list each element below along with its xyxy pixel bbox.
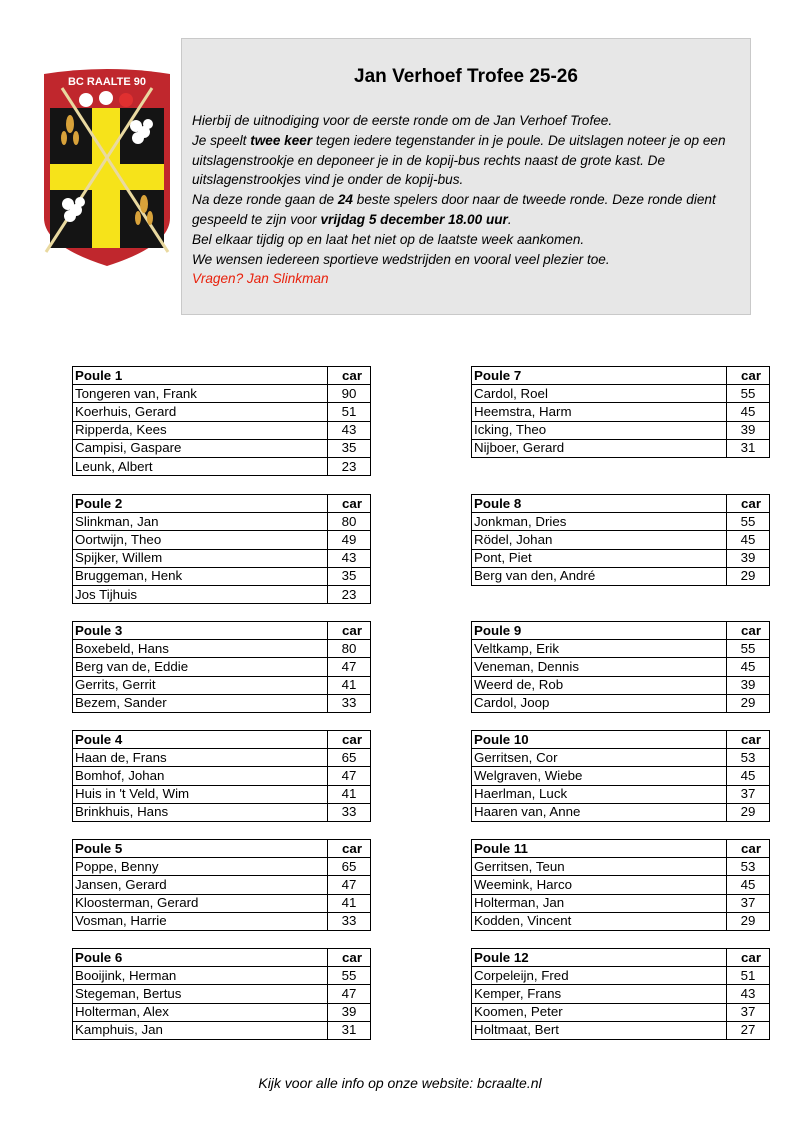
poule-table [72, 366, 371, 476]
player-name: Jonkman, Dries [472, 513, 727, 531]
table-row [472, 567, 770, 585]
poule-table [471, 839, 770, 931]
table-row [73, 858, 371, 876]
table-row [73, 803, 371, 821]
player-name: Weerd de, Rob [472, 676, 727, 694]
player-name: Poppe, Benny [73, 858, 328, 876]
invitation-text-segment: gespeeld te zijn voor [192, 211, 321, 227]
info-box [181, 38, 751, 315]
player-name: Veltkamp, Erik [472, 640, 727, 658]
player-car: 27 [727, 1021, 770, 1039]
poule-table [72, 839, 371, 931]
poule-name: Poule 7 [472, 367, 727, 385]
player-name: Heemstra, Harm [472, 403, 727, 421]
poule-table [471, 494, 770, 586]
poule-table [72, 494, 371, 604]
invitation-line [192, 131, 748, 151]
table-row [73, 785, 371, 803]
car-column-header: car [727, 949, 770, 967]
player-car: 41 [328, 894, 371, 912]
poule-name: Poule 12 [472, 949, 727, 967]
table-row [472, 1003, 770, 1021]
player-name: Welgraven, Wiebe [472, 767, 727, 785]
table-row [472, 531, 770, 549]
table-row [73, 513, 371, 531]
table-row [472, 658, 770, 676]
invitation-line [192, 269, 748, 289]
poule-header-row [472, 731, 770, 749]
car-column-header: car [328, 731, 371, 749]
player-name: Vosman, Harrie [73, 912, 328, 930]
player-name: Gerrits, Gerrit [73, 676, 328, 694]
poule-table [471, 948, 770, 1040]
car-column-header: car [727, 622, 770, 640]
player-car: 37 [727, 1003, 770, 1021]
player-name: Kodden, Vincent [472, 912, 727, 930]
player-car: 39 [328, 1003, 371, 1021]
player-car: 90 [328, 385, 371, 403]
poule-name: Poule 1 [73, 367, 328, 385]
invitation-line [192, 210, 748, 230]
player-car: 23 [328, 457, 371, 475]
player-name: Booijink, Herman [73, 967, 328, 985]
invitation-line [192, 111, 748, 131]
player-car: 47 [328, 658, 371, 676]
player-car: 80 [328, 513, 371, 531]
poule-name: Poule 10 [472, 731, 727, 749]
table-row [73, 1021, 371, 1039]
player-car: 23 [328, 585, 371, 603]
table-row [472, 894, 770, 912]
player-car: 35 [328, 567, 371, 585]
player-car: 55 [727, 640, 770, 658]
car-column-header: car [328, 949, 371, 967]
player-car: 65 [328, 858, 371, 876]
club-logo-text: BC RAALTE 90 [67, 76, 147, 88]
table-row [472, 403, 770, 421]
player-car: 43 [727, 985, 770, 1003]
player-car: 51 [328, 403, 371, 421]
poule-name: Poule 2 [73, 495, 328, 513]
poule-header-row [472, 840, 770, 858]
poule-name: Poule 5 [73, 840, 328, 858]
poule-name: Poule 4 [73, 731, 328, 749]
player-name: Jansen, Gerard [73, 876, 328, 894]
invitation-text-segment: Bel elkaar tijdig op en laat het niet op de laatste week aankomen. [192, 231, 585, 247]
table-row [73, 585, 371, 603]
invitation-text-segment: beste spelers door naar de tweede ronde. Deze ronde dient [353, 192, 716, 208]
player-name: Kemper, Frans [472, 985, 727, 1003]
player-name: Holtmaat, Bert [472, 1021, 727, 1039]
player-car: 53 [727, 858, 770, 876]
poule-header-row [73, 495, 371, 513]
player-name: Weemink, Harco [472, 876, 727, 894]
player-car: 45 [727, 767, 770, 785]
invitation-text-segment: uitslagenstrookjes vind je onder de kopij-bus. [192, 172, 464, 188]
player-car: 39 [727, 676, 770, 694]
player-name: Holterman, Alex [73, 1003, 328, 1021]
table-row [73, 912, 371, 930]
invitation-text-segment: . [507, 211, 512, 227]
player-name: Bruggeman, Henk [73, 567, 328, 585]
player-car: 43 [328, 421, 371, 439]
car-column-header: car [727, 731, 770, 749]
table-row [73, 876, 371, 894]
table-row [73, 439, 371, 457]
player-car: 41 [328, 676, 371, 694]
player-name: Boxebeld, Hans [73, 640, 328, 658]
poule-name: Poule 3 [73, 622, 328, 640]
table-row [472, 767, 770, 785]
table-row [73, 694, 371, 712]
invitation-text-segment: Je speelt [192, 132, 251, 148]
poule-header-row [472, 495, 770, 513]
table-row [73, 985, 371, 1003]
player-car: 41 [328, 785, 371, 803]
poule-header-row [472, 367, 770, 385]
player-car: 51 [727, 967, 770, 985]
invitation-line [192, 190, 748, 210]
player-name: Tongeren van, Frank [73, 385, 328, 403]
poule-header-row [73, 949, 371, 967]
table-row [472, 912, 770, 930]
player-name: Kloosterman, Gerard [73, 894, 328, 912]
table-row [472, 439, 770, 457]
table-row [73, 567, 371, 585]
page-title: Jan Verhoef Trofee 25-26 [354, 66, 578, 87]
player-name: Spijker, Willem [73, 549, 328, 567]
poule-header-row [73, 840, 371, 858]
player-car: 47 [328, 876, 371, 894]
player-name: Koomen, Peter [472, 1003, 727, 1021]
table-row [472, 640, 770, 658]
poule-table [471, 730, 770, 822]
player-name: Haerlman, Luck [472, 785, 727, 803]
table-row [73, 403, 371, 421]
player-car: 29 [727, 567, 770, 585]
player-name: Berg van de, Eddie [73, 658, 328, 676]
player-name: Jos Tijhuis [73, 585, 328, 603]
table-row [472, 513, 770, 531]
player-name: Pont, Piet [472, 549, 727, 567]
player-car: 45 [727, 531, 770, 549]
player-name: Holterman, Jan [472, 894, 727, 912]
table-row [472, 985, 770, 1003]
table-row [472, 749, 770, 767]
car-column-header: car [328, 495, 371, 513]
player-car: 47 [328, 985, 371, 1003]
player-name: Koerhuis, Gerard [73, 403, 328, 421]
poule-name: Poule 11 [472, 840, 727, 858]
player-name: Berg van den, André [472, 567, 727, 585]
player-name: Veneman, Dennis [472, 658, 727, 676]
player-name: Brinkhuis, Hans [73, 803, 328, 821]
player-name: Huis in 't Veld, Wim [73, 785, 328, 803]
table-row [73, 531, 371, 549]
car-column-header: car [727, 840, 770, 858]
player-name: Leunk, Albert [73, 457, 328, 475]
table-row [472, 694, 770, 712]
player-car: 35 [328, 439, 371, 457]
player-car: 45 [727, 403, 770, 421]
player-name: Kamphuis, Jan [73, 1021, 328, 1039]
table-row [472, 676, 770, 694]
poule-name: Poule 8 [472, 495, 727, 513]
table-row [73, 640, 371, 658]
player-car: 29 [727, 694, 770, 712]
player-car: 39 [727, 421, 770, 439]
player-car: 49 [328, 531, 371, 549]
player-car: 47 [328, 767, 371, 785]
player-car: 45 [727, 876, 770, 894]
table-row [472, 385, 770, 403]
poule-header-row [73, 622, 371, 640]
player-car: 33 [328, 803, 371, 821]
footer-text: Kijk voor alle info op onze website: bcraalte.nl [258, 1075, 542, 1091]
player-car: 65 [328, 749, 371, 767]
player-car: 45 [727, 658, 770, 676]
invitation-text-segment: vrijdag 5 december 18.00 uur [320, 211, 508, 227]
player-car: 43 [328, 549, 371, 567]
poule-table [72, 621, 371, 713]
player-car: 29 [727, 912, 770, 930]
invitation-text-segment: 24 [337, 192, 353, 208]
table-row [472, 1021, 770, 1039]
invitation-text-segment: Na deze ronde gaan de [192, 192, 338, 208]
poule-name: Poule 6 [73, 949, 328, 967]
car-column-header: car [328, 840, 371, 858]
poule-table [72, 730, 371, 822]
player-car: 39 [727, 549, 770, 567]
poule-header-row [73, 367, 371, 385]
invitation-text-segment: Hierbij de uitnodiging voor de eerste ronde om de Jan Verhoef Trofee. [192, 113, 613, 128]
player-name: Gerritsen, Cor [472, 749, 727, 767]
table-row [73, 385, 371, 403]
player-car: 33 [328, 694, 371, 712]
player-car: 33 [328, 912, 371, 930]
table-row [472, 858, 770, 876]
player-name: Corpeleijn, Fred [472, 967, 727, 985]
player-car: 55 [727, 513, 770, 531]
car-column-header: car [328, 367, 371, 385]
table-row [472, 876, 770, 894]
table-row [73, 767, 371, 785]
table-row [472, 421, 770, 439]
club-logo [40, 68, 174, 268]
player-name: Cardol, Joop [472, 694, 727, 712]
poule-header-row [472, 949, 770, 967]
player-name: Icking, Theo [472, 421, 727, 439]
table-row [73, 749, 371, 767]
player-name: Nijboer, Gerard [472, 439, 727, 457]
invitation-line [192, 250, 748, 270]
player-car: 37 [727, 785, 770, 803]
player-name: Stegeman, Bertus [73, 985, 328, 1003]
player-name: Ripperda, Kees [73, 421, 328, 439]
invitation-text-segment: We wensen iedereen sportieve wedstrijden en vooral veel plezier toe. [192, 251, 610, 267]
table-row [73, 549, 371, 567]
table-row [73, 1003, 371, 1021]
table-row [472, 967, 770, 985]
poule-table [471, 366, 770, 458]
poule-name: Poule 9 [472, 622, 727, 640]
table-row [472, 803, 770, 821]
player-car: 53 [727, 749, 770, 767]
table-row [472, 785, 770, 803]
invitation-line [192, 170, 748, 190]
contact-text: Vragen? Jan Slinkman [192, 271, 329, 287]
player-name: Bezem, Sander [73, 694, 328, 712]
player-name: Cardol, Roel [472, 385, 727, 403]
car-column-header: car [328, 622, 371, 640]
player-car: 31 [727, 439, 770, 457]
invitation-text-segment: uitslagenstrookje en deponeer je in de kopij-bus rechts naast de grote kast. De [192, 152, 666, 168]
invitation-line [192, 230, 748, 250]
table-row [73, 894, 371, 912]
poule-table [72, 948, 371, 1040]
table-row [472, 549, 770, 567]
invitation-text-segment: twee keer [250, 132, 313, 148]
player-car: 55 [727, 385, 770, 403]
invitation-text-segment: tegen iedere tegenstander in je poule. De uitslagen noteer je op een [312, 132, 726, 148]
invitation-line [192, 151, 748, 171]
table-row [73, 658, 371, 676]
poule-header-row [73, 731, 371, 749]
table-row [73, 676, 371, 694]
player-car: 31 [328, 1021, 371, 1039]
player-car: 29 [727, 803, 770, 821]
poule-header-row [472, 622, 770, 640]
car-column-header: car [727, 495, 770, 513]
invitation-text [192, 111, 748, 289]
player-car: 37 [727, 894, 770, 912]
player-name: Gerritsen, Teun [472, 858, 727, 876]
player-car: 80 [328, 640, 371, 658]
player-name: Slinkman, Jan [73, 513, 328, 531]
poule-table [471, 621, 770, 713]
player-car: 55 [328, 967, 371, 985]
player-name: Haaren van, Anne [472, 803, 727, 821]
table-row [73, 457, 371, 475]
player-name: Rödel, Johan [472, 531, 727, 549]
table-row [73, 967, 371, 985]
player-name: Oortwijn, Theo [73, 531, 328, 549]
player-name: Campisi, Gaspare [73, 439, 328, 457]
car-column-header: car [727, 367, 770, 385]
player-name: Haan de, Frans [73, 749, 328, 767]
table-row [73, 421, 371, 439]
player-name: Bomhof, Johan [73, 767, 328, 785]
